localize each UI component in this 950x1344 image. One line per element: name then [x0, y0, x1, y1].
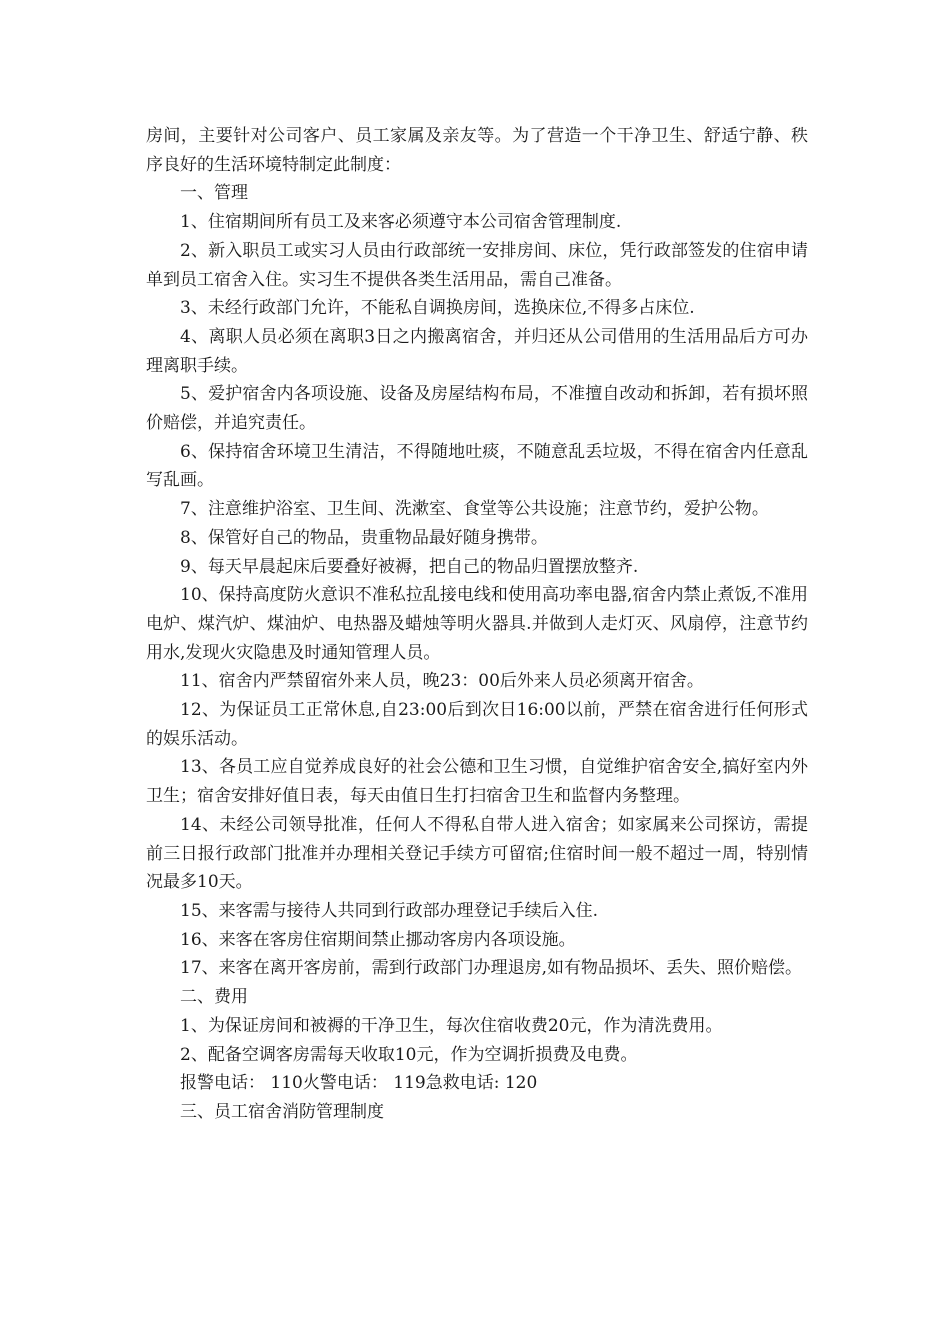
- rule-item-2: 2、新入职员工或实习人员由行政部统一安排房间、床位，凭行政部签发的住宿申请单到员工宿舍入住。实习生不提供各类生活用品，需自己准备。: [146, 240, 808, 290]
- rule-item-5: 5、爱护宿舍内各项设施、设备及房屋结构布局，不准擅自改动和拆卸，若有损坏照价赔偿，并追究责任。: [146, 384, 808, 434]
- rule-item-8: 8、保管好自己的物品，贵重物品最好随身携带。: [180, 527, 548, 548]
- rule-item-11: 11、宿舍内严禁留宿外来人员，晚23：00后外来人员必须离开宿舍。: [180, 671, 704, 692]
- rule-item-7: 7、注意维护浴室、卫生间、洗漱室、食堂等公共设施；注意节约，爱护公物。: [180, 499, 769, 520]
- emergency-phone-numbers: 报警电话： 110火警电话： 119急救电话: 120: [180, 1073, 538, 1094]
- rule-item-3: 3、未经行政部门允许，不能私自调换房间，选换床位,不得多占床位.: [180, 298, 695, 319]
- section-heading-management: 一、管理: [180, 183, 248, 204]
- intro-paragraph: 房间，主要针对公司客户、员工家属及亲友等。为了营造一个干净卫生、舒适宁静、秩序良好的生活环境特制定此制度：: [146, 126, 808, 175]
- fee-item-2: 2、配备空调客房需每天收取10元，作为空调折损费及电费。: [180, 1044, 638, 1065]
- rule-item-9: 9、每天早晨起床后要叠好被褥，把自己的物品归置摆放整齐.: [180, 556, 639, 577]
- rule-item-16: 16、来客在客房住宿期间禁止挪动客房内各项设施。: [180, 929, 576, 950]
- rule-item-15: 15、来客需与接待人共同到行政部办理登记手续后入住.: [180, 900, 599, 921]
- rule-item-10: 10、保持高度防火意识不准私拉乱接电线和使用高功率电器,宿舍内禁止煮饭,不准用电炉、煤汽炉、煤油炉、电热器及蜡烛等明火器具.并做到人走灯灭、风扇停，注意节约用水,发现火灾隐患及时通知管理人员。: [146, 585, 808, 663]
- rule-item-17: 17、来客在离开客房前，需到行政部门办理退房,如有物品损坏、丢失、照价赔偿。: [180, 958, 803, 979]
- rule-item-12: 12、为保证员工正常休息,自23:00后到次日16:00以前，严禁在宿舍进行任何形式的娱乐活动。: [146, 700, 808, 749]
- rule-item-13: 13、各员工应自觉养成良好的社会公德和卫生习惯，自觉维护宿舍安全,搞好室内外卫生；宿舍安排好值日表，每天由值日生打扫宿舍卫生和监督内务整理。: [146, 757, 808, 807]
- rule-item-4: 4、离职人员必须在离职3日之内搬离宿舍，并归还从公司借用的生活用品后方可办理离职手续。: [146, 326, 808, 376]
- section-heading-fire-safety: 三、员工宿舍消防管理制度: [180, 1101, 384, 1122]
- fee-item-1: 1、为保证房间和被褥的干净卫生，每次住宿收费20元，作为清洗费用。: [180, 1015, 723, 1036]
- document-body: [146, 122, 808, 1127]
- section-heading-fees: 二、费用: [180, 987, 248, 1008]
- rule-item-1: 1、住宿期间所有员工及来客必须遵守本公司宿舍管理制度.: [180, 212, 622, 233]
- rule-item-14: 14、未经公司领导批准，任何人不得私自带人进入宿舍；如家属来公司探访，需提前三日报行政部门批准并办理相关登记手续方可留宿;住宿时间一般不超过一周，特别情况最多10天。: [146, 814, 808, 893]
- rule-item-6: 6、保持宿舍环境卫生清洁，不得随地吐痰，不随意乱丢垃圾，不得在宿舍内任意乱写乱画。: [146, 441, 808, 491]
